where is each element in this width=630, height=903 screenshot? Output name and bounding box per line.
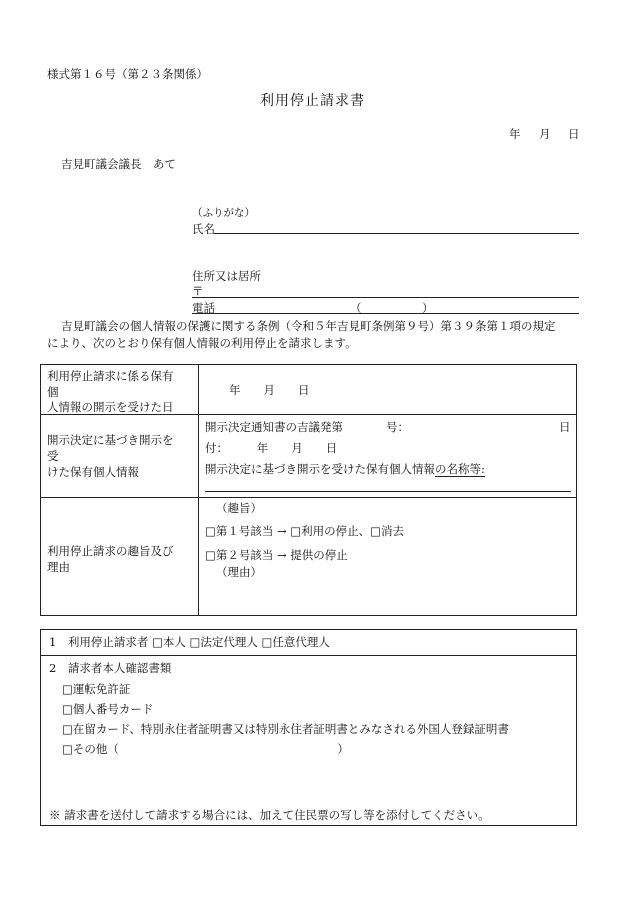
notice-prefix: 開示決定通知書の吉議発第 [205, 420, 343, 434]
row3-label-line2: 理由 [47, 560, 70, 574]
reason-header: （理由） [216, 565, 262, 579]
phone-field[interactable] [192, 313, 579, 314]
row1-label-line2: 個 [47, 385, 59, 399]
name-field[interactable] [214, 233, 579, 234]
disclosure-date-field[interactable]: 年 月 日 [229, 383, 310, 397]
disclosed-info-label [205, 461, 485, 477]
row2-label-line1: 開示決定に基づき開示を [47, 433, 174, 447]
purpose-header: （趣旨） [216, 501, 262, 515]
date-month[interactable]: 月 [539, 127, 551, 141]
notice-date-field[interactable]: 付： 年 月 日 [205, 441, 338, 455]
table-row-divider [40, 497, 577, 498]
row2-label-line2: 受 [47, 449, 59, 463]
disclosed-info-field[interactable] [205, 491, 571, 492]
id-docs-header: 2 請求者本人確認書類 [49, 661, 172, 675]
purpose-option-1[interactable]: □第１号該当 → □利用の停止、□消去 [205, 524, 405, 538]
row2-label-line3: けた保有個人情報 [47, 465, 139, 479]
table-column-divider [198, 364, 199, 616]
id-doc-residence-card[interactable]: □在留カード、特別永住者証明書又は特別永住者証明書とみなされる外国人登録証明書 [62, 722, 509, 736]
requester-type-row[interactable]: 1 利用停止請求者 □本人 □法定代理人 □任意代理人 [49, 635, 330, 649]
id-doc-other[interactable]: □その他（ ） [62, 742, 349, 756]
phone-open-paren: （ [350, 301, 362, 315]
id-doc-drivers-license[interactable]: □運転免許証 [62, 682, 131, 696]
id-doc-my-number-card[interactable]: □個人番号カード [62, 702, 154, 716]
name-label: 氏名 [192, 222, 215, 236]
row1-label-line3: 人情報の開示を受けた日 [47, 400, 174, 414]
attachment-note: ※ 請求書を送付して請求する場合には、加えて住民票の写し等を添付してください。 [49, 808, 490, 822]
date-year[interactable]: 年 [509, 127, 521, 141]
phone-close-paren: ） [422, 301, 434, 315]
addressee: 吉見町議会議長 あて [61, 157, 176, 171]
disclosed-info-prefix: 開示決定に基づき開示を受けた保有個人情報 [205, 462, 435, 476]
address-label: 住所又は居所 [192, 269, 261, 283]
intro-line-1: 吉見町議会の個人情報の保護に関する条例（令和５年吉見町条例第９号）第３９条第１項の規定 [61, 319, 556, 333]
form-number: 様式第１６号（第２３条関係） [47, 67, 208, 81]
row1-label-line1: 利用停止請求に係る保有 [47, 369, 174, 383]
row3-label-line1: 利用停止請求の趣旨及び [47, 544, 174, 558]
furigana-label: （ふりがな） [192, 207, 255, 219]
postal-mark: 〒 [192, 284, 204, 298]
address-field[interactable] [192, 297, 579, 298]
intro-line-2: により、次のとおり保有個人情報の利用停止を請求します。 [47, 336, 357, 350]
notice-number-label[interactable]: 号： [386, 420, 409, 434]
disclosed-info-name-label: の名称等: [435, 462, 485, 476]
phone-label: 電話 [192, 301, 215, 315]
notice-day-label: 日 [559, 420, 571, 434]
table-row-divider [40, 655, 577, 656]
date-day[interactable]: 日 [568, 127, 580, 141]
page-title: 利用停止請求書 [260, 93, 365, 109]
purpose-option-2[interactable]: □第２号該当 → 提供の停止 [205, 548, 348, 562]
